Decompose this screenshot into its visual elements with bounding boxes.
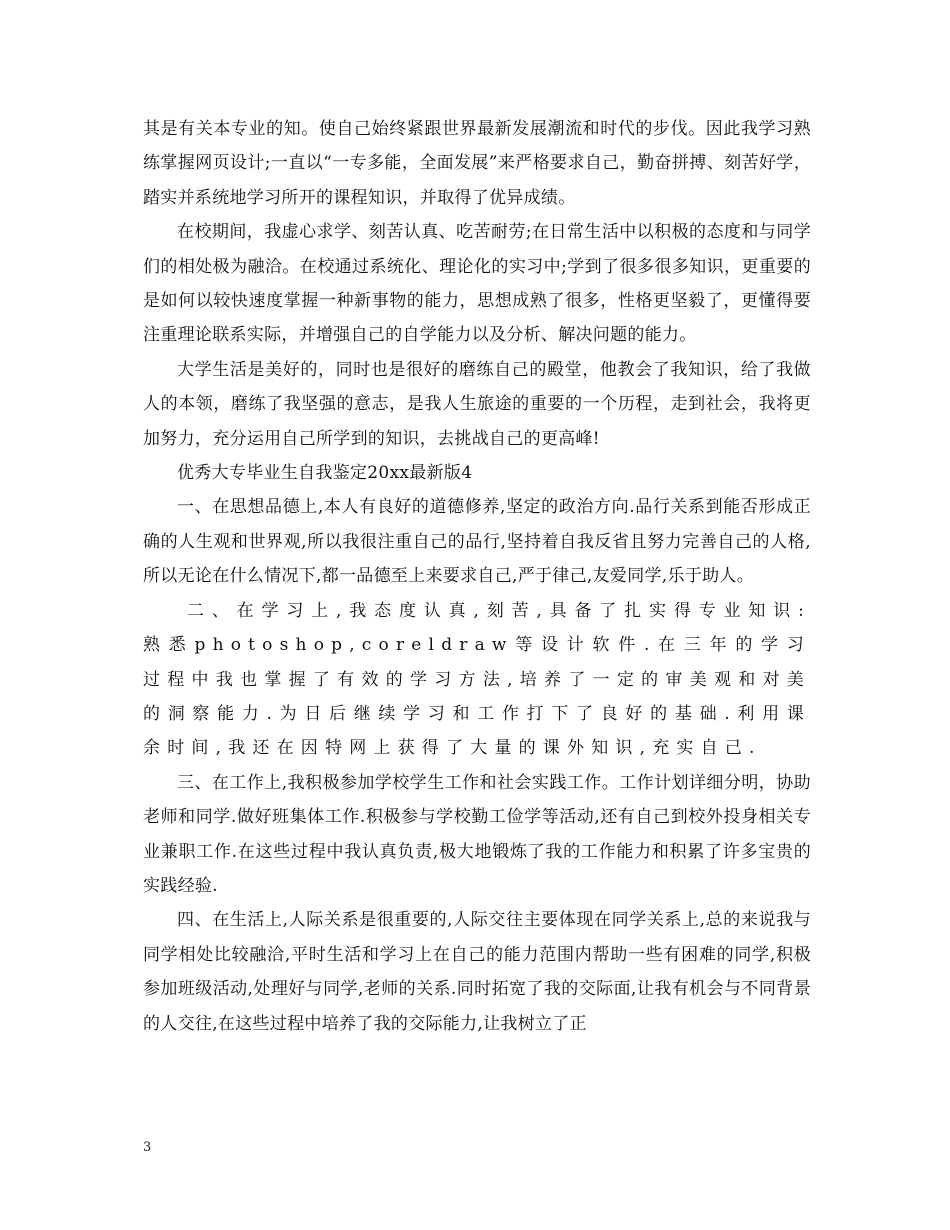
document-body	[143, 112, 811, 1041]
paragraph-school-life: 在校期间，我虚心求学、刻苦认真、吃苦耐劳;在日常生活中以积极的态度和与同学们的相处极为融洽。在校通过系统化、理论化的实习中;学到了很多很多知识，更重要的是如何以较快速度掌握一种新事物的能力，思想成熟了很多，性格更坚毅了，更懂得要注重理论联系实际，并增强自己的自学能力以及分析、解决问题的能力。	[143, 222, 811, 346]
paragraph-life: 四、在生活上,人际关系是很重要的,人际交往主要体现在同学关系上,总的来说我与同学相处比较融洽,平时生活和学习上在自己的能力范围内帮助一些有困难的同学,积极参加班级活动,处理好与同学,老师的关系.同时拓宽了我的交际面,让我有机会与不同背景的人交往,在这些过程中培养了我的交际能力,让我树立了正	[143, 910, 811, 1034]
paragraph-work: 三、在工作上,我积极参加学校学生工作和社会实践工作。工作计划详细分明，协助老师和同学.做好班集体工作.积极参与学校勤工俭学等活动,还有自己到校外投身相关专业兼职工作.在这些过程中我认真负责,极大地锻炼了我的工作能力和积累了许多宝贵的实践经验.	[143, 772, 811, 896]
paragraph-ideology: 一、在思想品德上,本人有良好的道德修养,坚定的政治方向.品行关系到能否形成正确的人生观和世界观,所以我很注重自己的品行,坚持着自我反省且努力完善自己的人格,所以无论在什么情况下,都一品德至上来要求自己,严于律己,友爱同学,乐于助人。	[143, 497, 811, 587]
page-number: 3	[143, 1140, 152, 1155]
section-heading: 优秀大专毕业生自我鉴定20xx最新版4	[177, 463, 473, 484]
paragraph-university-life: 大学生活是美好的，同时也是很好的磨练自己的殿堂，他教会了我知识，给了我做人的本领，磨练了我坚强的意志，是我人生旅途的重要的一个历程，走到社会，我将更加努力，充分运用自己所学到的知识，去挑战自己的更高峰!	[143, 359, 811, 449]
paragraph-study: 二、在学习上,我态度认真,刻苦,具备了扎实得专业知识:熟悉photoshop,coreldraw等设计软件.在三年的学习过程中我也掌握了有效的学习方法,培养了一定的审美观和对美的洞察能力.为日后继续学习和工作打下了良好的基础.利用课余时间,我还在因特网上获得了大量的课外知识,充实自己.	[143, 600, 811, 759]
paragraph-continuation: 其是有关本专业的知。使自己始终紧跟世界最新发展潮流和时代的步伐。因此我学习熟练掌握网页设计;一直以“一专多能，全面发展”来严格要求自己，勤奋拼搏、刻苦好学，踏实并系统地学习所开的课程知识，并取得了优异成绩。	[143, 119, 811, 208]
